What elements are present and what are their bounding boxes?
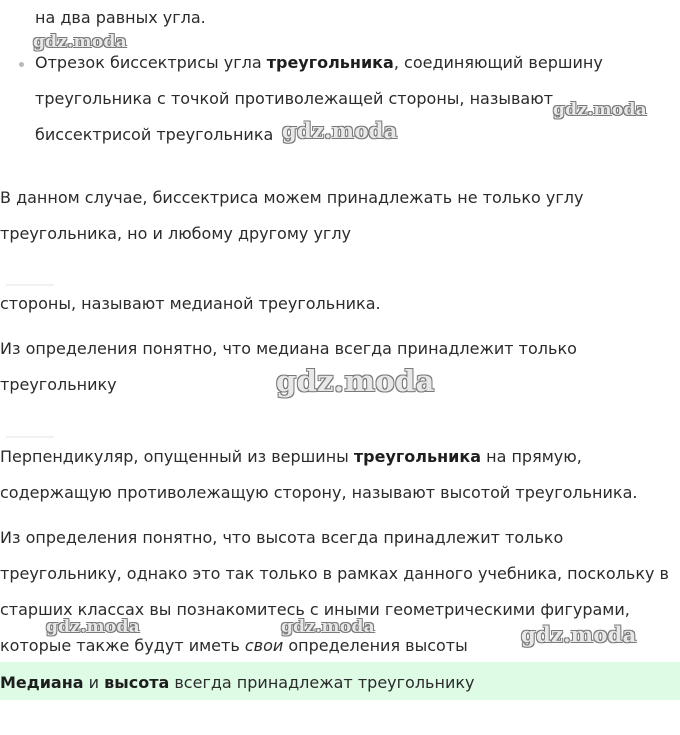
- text-line: старших классах вы познакомитесь с иными геометрическими фигурами,: [0, 600, 630, 619]
- watermark: gdz.moda: [521, 622, 637, 647]
- text-line: [35, 53, 603, 73]
- watermark: gdz.moda: [553, 100, 647, 120]
- text-line: стороны, называют медианой треугольника.: [0, 294, 381, 313]
- text-span: Перпендикуляр, опущенный из вершины: [0, 447, 354, 466]
- bold-term: высота: [104, 673, 170, 692]
- text-line: [0, 636, 468, 656]
- watermark: gdz.moda: [282, 118, 398, 143]
- text-span: Отрезок биссектрисы угла: [35, 53, 267, 72]
- text-span: всегда принадлежат треугольнику: [169, 673, 475, 692]
- text-span: и: [83, 673, 105, 692]
- text-line: на два равных угла.: [35, 8, 206, 27]
- text-span: на прямую,: [481, 447, 582, 466]
- text-line: [0, 447, 582, 467]
- watermark: gdz.moda: [33, 32, 127, 52]
- divider: [6, 284, 54, 286]
- italic-term: свои: [244, 636, 284, 655]
- text-line: содержащую противолежащую сторону, называют высотой треугольника.: [0, 483, 638, 502]
- text-line: треугольнику: [0, 375, 117, 394]
- bold-term: треугольника: [266, 53, 394, 72]
- watermark: gdz.moda: [281, 617, 375, 637]
- watermark: gdz.moda: [276, 364, 435, 398]
- text-line: треугольника, но и любому другому углу: [0, 224, 352, 243]
- text-line: Из определения понятно, что медиана всегда принадлежит только: [0, 339, 577, 358]
- text-line: В данном случае, биссектриса можем принадлежать не только углу: [0, 188, 584, 207]
- divider: [6, 436, 54, 438]
- bold-term: треугольника: [353, 447, 482, 466]
- bullet-dot: [19, 62, 24, 67]
- text-span: которые также будут иметь: [0, 636, 245, 655]
- conclusion-text: [0, 673, 474, 693]
- text-line: Из определения понятно, что высота всегда принадлежит только: [0, 528, 564, 547]
- text-span: , соединяющий вершину: [393, 53, 603, 72]
- text-span: определения высоты: [283, 636, 468, 655]
- text-line: биссектрисой треугольника: [35, 125, 274, 144]
- watermark: gdz.moda: [46, 617, 140, 637]
- text-line: треугольника с точкой противолежащей стороны, называют: [35, 89, 554, 108]
- bold-term: Медиана: [0, 673, 84, 692]
- text-line: треугольнику, однако это так только в рамках данного учебника, поскольку в: [0, 564, 669, 583]
